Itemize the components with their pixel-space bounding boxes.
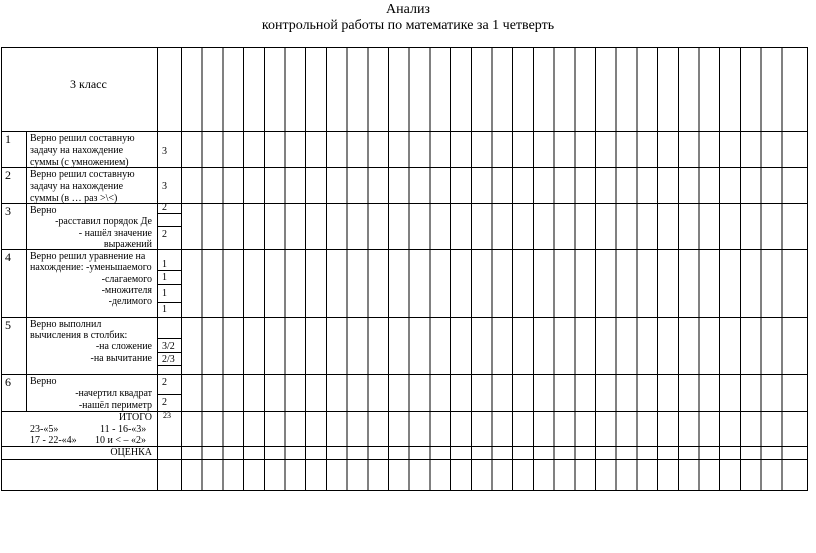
row-description-line: -на вычитание <box>90 353 152 364</box>
row-number: 3 <box>5 204 11 218</box>
row-description-line: -на сложение <box>95 341 152 352</box>
score-value: 3 <box>162 146 167 157</box>
document-subtitle: контрольной работы по математике за 1 четверть <box>261 18 555 33</box>
row-description-line: -нашёл периметр <box>78 400 152 411</box>
row-description-line: -расставил порядок Де <box>55 216 152 227</box>
grade-3-range: 11 - 16-«3» <box>100 424 147 435</box>
row-number: 1 <box>5 132 11 146</box>
grade-4-range: 17 - 22-«4» <box>30 435 77 446</box>
row-description-line: -делимого <box>108 296 152 307</box>
row-description: Верно решил составную задачу на нахождение суммы (с умножением) <box>30 133 135 168</box>
score-value: 1 <box>162 288 167 299</box>
score-value: 1 <box>162 272 167 283</box>
score-value: 1 <box>162 259 167 270</box>
score-value: 2 <box>162 229 167 240</box>
score-value: 2 <box>162 397 167 408</box>
row-number: 6 <box>5 375 11 389</box>
row-description-line: Верно решил уравнение на <box>30 251 146 262</box>
totals-label: ИТОГО <box>118 412 152 423</box>
row-description: Верно решил составную задачу на нахождение суммы (в … раз >\<) <box>30 169 135 204</box>
row-number: 5 <box>5 318 11 332</box>
rating-label: ОЦЕНКА <box>110 447 152 458</box>
row-description-line: -начертил квадрат <box>75 388 152 399</box>
document-title: Анализ <box>386 2 430 17</box>
row-number: 4 <box>5 250 11 264</box>
row-description-line: -слагаемого <box>101 274 152 285</box>
row-description-line: Верно <box>30 205 57 216</box>
row-description-line: - нашёл значение <box>78 228 152 239</box>
class-label: 3 класс <box>70 77 107 91</box>
score-value: 2 <box>162 377 167 388</box>
row-description-line: Верно <box>30 376 57 387</box>
score-value: 3/2 <box>162 341 175 352</box>
totals-value: 23 <box>163 411 171 420</box>
score-value: 3 <box>162 181 167 192</box>
row-description-line: -множителя <box>101 285 152 296</box>
score-value: 2/3 <box>162 354 175 365</box>
grade-5-range: 23-«5» <box>30 424 59 435</box>
row-description-line: нахождение: -уменьшаемого <box>30 262 152 273</box>
grade-2-range: 10 и < – «2» <box>95 435 146 446</box>
score-value: 2 <box>162 202 167 213</box>
row-number: 2 <box>5 168 11 182</box>
row-description-line: вычисления в столбик: <box>30 330 128 341</box>
score-value: 1 <box>162 304 167 315</box>
row-description-line: выражений <box>103 239 152 250</box>
row-description-line: Верно выполнил <box>30 319 102 330</box>
